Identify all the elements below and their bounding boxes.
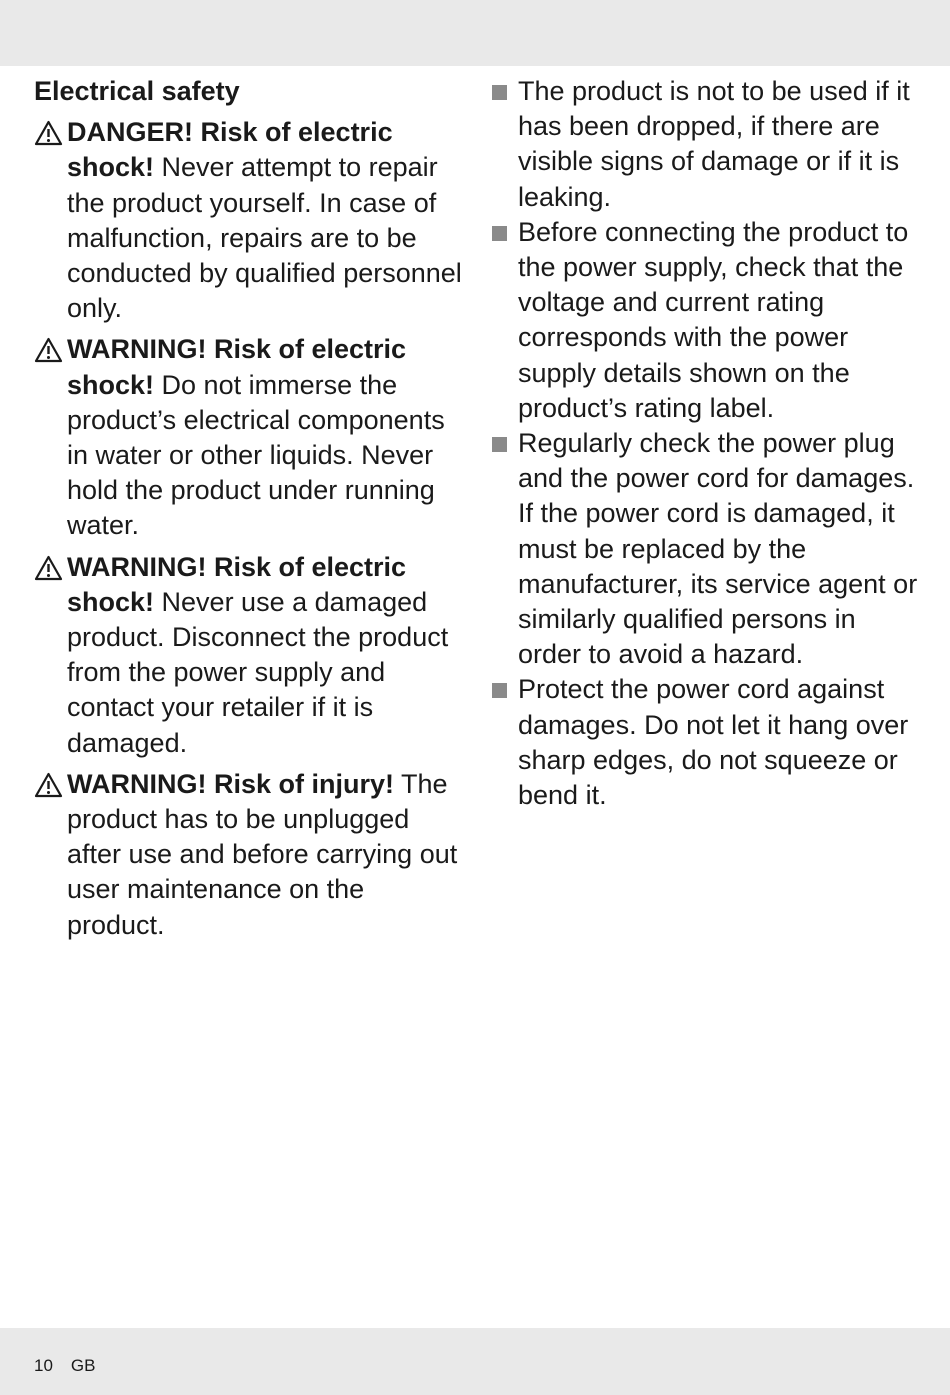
square-bullet-icon [492, 437, 507, 452]
top-band [0, 0, 950, 66]
warning-triangle-icon [34, 337, 63, 363]
danger-warning [34, 115, 464, 326]
warning-heading: WARNING! Risk of electric shock! [67, 334, 407, 400]
bottom-band [0, 1328, 950, 1395]
warning-text: Never attempt to repair the product yourself. In case of malfunction, repairs are to be conducted by qualified personnel only. [67, 152, 462, 324]
warning-text: The product has to be unplugged after use and before carrying out user maintenance on the product. [67, 768, 458, 940]
square-bullet-icon [492, 226, 507, 241]
warning-heading: WARNING! Risk of injury! [67, 768, 395, 799]
right-column [490, 74, 920, 813]
list-item-text: Protect the power cord against damages. Do not let it hang over sharp edges, do not squeeze or bend it. [518, 674, 909, 811]
page-footer [34, 1356, 95, 1376]
list-item [490, 74, 920, 215]
warning-text: Never use a damaged product. Disconnect the product from the power supply and contact your retailer if it is damaged. [67, 586, 449, 758]
section-title: Electrical safety [34, 76, 240, 106]
damaged-product-warning [34, 550, 464, 761]
injury-warning [34, 767, 464, 943]
warning-triangle-icon [34, 120, 63, 146]
left-column [34, 74, 464, 949]
list-item-text: Regularly check the power plug and the power cord for damages. If the power cord is damaged, it must be replaced by the manufacturer, its service agent or similarly qualified persons in order to avoid a hazard. [518, 428, 918, 670]
language-code: GB [70, 1356, 96, 1375]
list-item [490, 426, 920, 672]
list-item-text: Before connecting the product to the power supply, check that the voltage and current rating corresponds with the power supply details shown on the product’s rating label. [518, 216, 909, 423]
warning-heading: WARNING! Risk of electric shock! [67, 551, 407, 617]
square-bullet-icon [492, 85, 507, 100]
warning-heading: DANGER! Risk of electric shock! [67, 117, 393, 183]
list-item [490, 215, 920, 426]
warning-triangle-icon [34, 772, 63, 798]
electric-shock-warning [34, 332, 464, 543]
square-bullet-icon [492, 683, 507, 698]
warning-triangle-icon [34, 555, 63, 581]
list-item [490, 672, 920, 813]
list-item-text: The product is not to be used if it has been dropped, if there are visible signs of damage or if it is leaking. [518, 76, 910, 212]
warning-text: Do not immerse the product’s electrical components in water or other liquids. Never hold the product under running water. [67, 369, 445, 541]
page-number: 10 [34, 1356, 53, 1375]
